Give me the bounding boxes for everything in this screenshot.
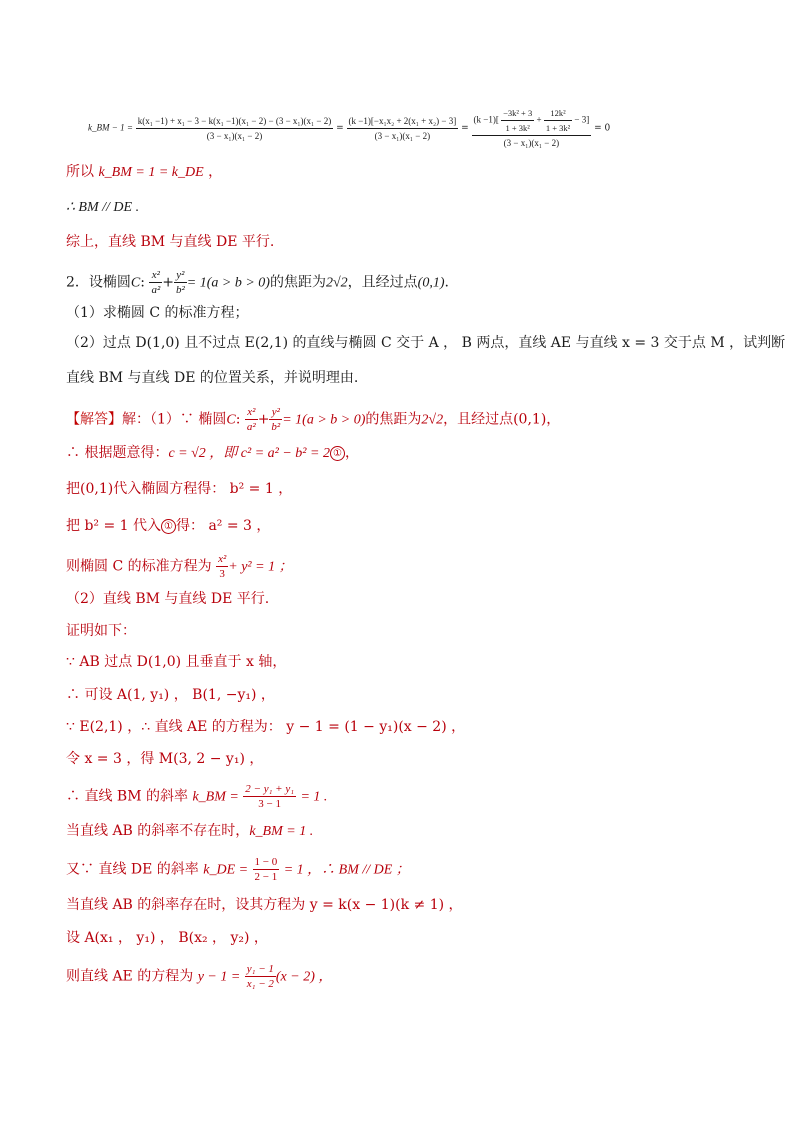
step-1: ∴ 根据题意得：c = √2 ，即 c² = a² − b² = 2 ① ， (66, 445, 359, 461)
line-therefore-parallel: ∴ BM // DE . (66, 200, 140, 215)
step-4: 则椭圆 C 的标准方程为 $\frac{\text{x²}}{3}$ + y² = 1 ； (66, 553, 293, 580)
top-equation: k_BM − 1 = $\frac{\text{k(x₁ −1) + x₁ − 3 − k(x₁ −1)(x₁ − 2) − (3 − x₁)(x₁ − 2)}}{\text{(3 − x₁)(x₁ − 2)}}$ = $\frac{\text{(k −1)[−x₁x₂ + 2(x₁ + x₂) − 3]}}{\text{(3 − x₁)(x₁ − 2)}}$ = (k −1)[ $\frac{\text{−3k² + 3}}{\text{1 + 3k²}}$ + $\frac{\text{12k²}}{\text{1 + 3k²}}$ − 3] (3 − x₁)(x₁ − 2) = 0 (88, 108, 611, 148)
question-2: 2．设椭圆C: $\frac{\text{x²}}{\text{a²}}$ + $\frac{\text{y²}}{\text{b²}}$ = 1(a > b > 0)的焦距为2√2，且经过点(0,1). (66, 269, 449, 296)
step-11: ∴ 直线 BM 的斜率 k_BM = $\frac{\text{2 − y₁ + y₁}}{3 - 1}$ = 1 . (66, 783, 328, 810)
question-2-part-2-line-2: 直线 BM 与直线 DE 的位置关系，并说明理由. (66, 370, 359, 386)
step-3: 把 b² = 1 代入 ① 得： a² = 3 ， (66, 518, 271, 534)
step-5: （2）直线 BM 与直线 DE 平行. (66, 591, 270, 607)
eq-frac-2: $\frac{\text{(k −1)[−x₁x₂ + 2(x₁ + x₂) − 3]}}{\text{(3 − x₁)(x₁ − 2)}}$ (348, 115, 457, 141)
answer-header: 【解答】解：（1）∵ 椭圆C: $\frac{\text{x²}}{\text{a²}}$ + $\frac{\text{y²}}{\text{b²}}$ = 1(a > b > 0)的焦距为2√2，且经过点(0,1)， (66, 406, 561, 433)
step-16: 则直线 AE 的方程为 y − 1 = $\frac{\text{y₁ − 1}}{\text{x₁ − 2}}$ (x − 2) ， (66, 963, 333, 990)
step-9: ∵ E(2,1) ，∴ 直线 AE 的方程为： y − 1 = (1 − y₁)(x − 2) ， (66, 719, 466, 735)
eq-frac-1: $\frac{\text{k(x₁ −1) + x₁ − 3 − k(x₁ −1)(x₁ − 2) − (3 − x₁)(x₁ − 2)}}{\text{(3 − x₁)(x₁ − 2)}}$ (137, 115, 332, 141)
step-7: ∵ AB 过点 D(1,0) 且垂直于 x 轴， (66, 654, 287, 670)
step-8: ∴ 可设 A(1, y₁) ， B(1, −y₁) ， (66, 687, 275, 703)
eq-frac-3: (k −1)[ $\frac{\text{−3k² + 3}}{\text{1 + 3k²}}$ + $\frac{\text{12k²}}{\text{1 + 3k²}}$ − 3] (3 − x₁)(x₁ − 2) (473, 108, 590, 148)
question-2-part-1: （1）求椭圆 C 的标准方程； (66, 305, 249, 321)
line-kbm-eq: 所以 k_BM = 1 = k_DE ， (66, 164, 223, 180)
step-2: 把(0,1)代入椭圆方程得： b² = 1 ， (66, 481, 293, 497)
line-conclusion: 综上，直线 BM 与直线 DE 平行. (66, 234, 275, 250)
step-10: 令 x = 3 ，得 M(3, 2 − y₁) ， (66, 751, 264, 767)
eq-lhs: k_BM − 1 = (88, 122, 133, 133)
step-13: 又∵ 直线 DE 的斜率 k_DE = $\frac{1 - 0}{2 - 1}$ = 1 ，∴ BM // DE ； (66, 856, 410, 883)
question-2-part-2-line-1: （2）过点 D(1,0) 且不过点 E(2,1) 的直线与椭圆 C 交于 A ， B 两点，直线 AE 与直线 x = 3 交于点 M ，试判断 (66, 335, 786, 351)
step-12: 当直线 AB 的斜率不存在时，k_BM = 1 . (66, 823, 314, 839)
step-15: 设 A(x₁ ， y₁) ， B(x₂ ， y₂) ， (66, 930, 268, 946)
step-14: 当直线 AB 的斜率存在时，设其方程为 y = k(x − 1)(k ≠ 1) ， (66, 897, 463, 913)
step-6: 证明如下： (66, 623, 136, 639)
